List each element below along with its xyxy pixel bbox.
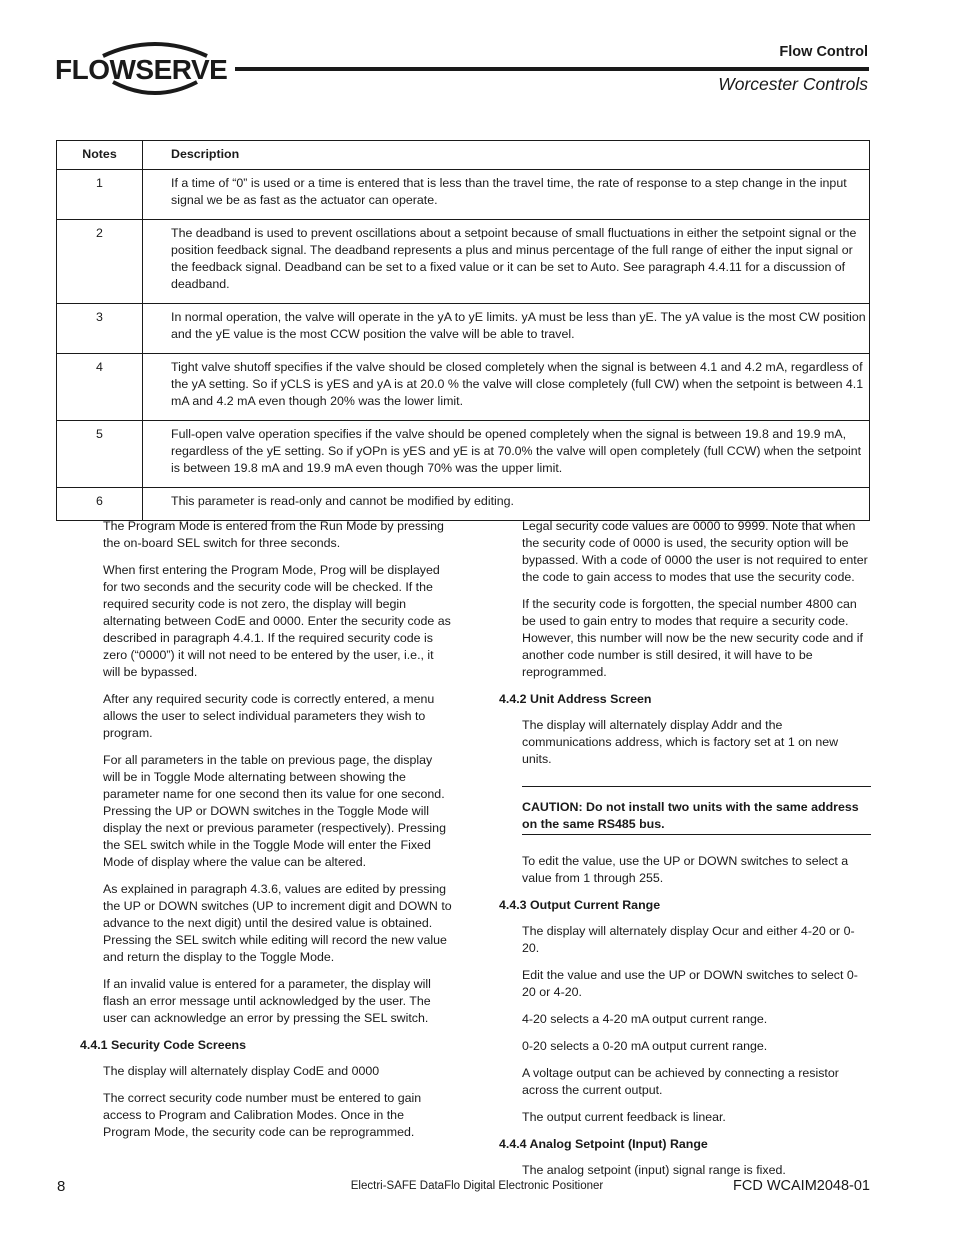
flowserve-logo bbox=[55, 38, 228, 98]
right-column bbox=[499, 518, 871, 1189]
paragraph: If the security code is forgotten, the special number 4800 can be used to gain entry to modes that require a security code. However, this number will now be the new security code and if another code number is still desired, it will have to be reprogrammed. bbox=[522, 597, 863, 679]
document-title: Electri-SAFE DataFlo Digital Electronic Positioner bbox=[350, 1180, 604, 1192]
paragraph: To edit the value, use the UP or DOWN switches to select a value from 1 through 255. bbox=[522, 854, 849, 885]
paragraph: After any required security code is correctly entered, a menu allows the user to select individual parameters they wish to program. bbox=[103, 692, 435, 740]
brand-label: Worcester Controls bbox=[718, 74, 868, 94]
caution-note: CAUTION: Do not install two units with the same address on the same RS485 bus. bbox=[522, 786, 871, 835]
table-header-row bbox=[57, 141, 870, 170]
document-code: FCD WCAIM2048-01 bbox=[733, 1178, 870, 1194]
paragraph: The display will alternately display Addr and the communications address, which is factory set at 1 on new units. bbox=[522, 718, 839, 766]
header-description: Description bbox=[143, 141, 870, 170]
paragraph: The Program Mode is entered from the Run Mode by pressing the on-board SEL switch for three seconds. bbox=[103, 519, 444, 550]
paragraph: The display will alternately display Ocur and either 4-20 or 0-20. bbox=[522, 924, 855, 955]
paragraph: 4-20 selects a 4-20 mA output current range. bbox=[522, 1012, 768, 1026]
section-heading-4-4-3: 4.4.3 Output Current Range bbox=[499, 898, 661, 912]
note-description: In normal operation, the valve will operate in the yA to yE limits. yA must be less than yE. The yA value is the most CW position and the yE value is the most CCW position the valve will be able to travel. bbox=[143, 304, 870, 354]
paragraph: As explained in paragraph 4.3.6, values are edited by pressing the UP or DOWN switches (UP to increment digit and DOWN to advance to the next digit) until the desired value is obtained. Pressing the SEL switch while editing will record the new value and return the display to the Toggle Mode. bbox=[103, 882, 452, 964]
note-number: 2 bbox=[57, 220, 143, 304]
paragraph: A voltage output can be achieved by connecting a resistor across the current output. bbox=[522, 1066, 839, 1097]
notes-table bbox=[56, 140, 870, 521]
paragraph: The display will alternately display CodE and 0000 bbox=[103, 1064, 380, 1078]
section-heading-4-4-2: 4.4.2 Unit Address Screen bbox=[499, 692, 652, 706]
note-description: This parameter is read-only and cannot be modified by editing. bbox=[143, 488, 870, 521]
table-row bbox=[57, 220, 870, 304]
section-heading-4-4-4: 4.4.4 Analog Setpoint (Input) Range bbox=[499, 1137, 708, 1151]
paragraph: Legal security code values are 0000 to 9999. Note that when the security code of 0000 is used, the security option will be bypassed. With a code of 0000 the user is not required to enter the code to gain access to modes that use the security code. bbox=[522, 519, 868, 584]
note-number: 5 bbox=[57, 421, 143, 488]
note-number: 6 bbox=[57, 488, 143, 521]
logo-wordmark: FLOWSERVE bbox=[55, 54, 228, 85]
note-number: 1 bbox=[57, 170, 143, 220]
note-description: Full-open valve operation specifies if the valve should be opened completely when the signal is between 19.8 and 19.9 mA, regardless of the yE setting. So if yOPn is yES and yE is at 70.0% the valve will open completely (full CCW) when the setpoint is between 19.8 mA and 19.9 mA even though 70% was the upper limit. bbox=[143, 421, 870, 488]
paragraph: The analog setpoint (input) signal range is fixed. bbox=[522, 1163, 786, 1177]
paragraph: The correct security code number must be entered to gain access to Program and Calibration Modes. Once in the Program Mode, the security code can be reprogrammed. bbox=[103, 1091, 422, 1139]
note-number: 3 bbox=[57, 304, 143, 354]
paragraph: If an invalid value is entered for a parameter, the display will flash an error message until acknowledged by the user. The user can acknowledge an error by pressing the SEL switch. bbox=[103, 977, 431, 1025]
paragraph: 0-20 selects a 0-20 mA output current range. bbox=[522, 1039, 768, 1053]
note-description: Tight valve shutoff specifies if the valve should be closed completely when the signal is between 4.1 and 4.2 mA, regardless of the yA setting. So if yCLS is yES and yA is at 20.0 % the valve will close completely (full CW) when the setpoint is between 4.1 mA and 4.2 mA even though 20% was the lower limit. bbox=[143, 354, 870, 421]
table-row bbox=[57, 304, 870, 354]
table-row bbox=[57, 421, 870, 488]
header-notes: Notes bbox=[57, 141, 143, 170]
table-row bbox=[57, 354, 870, 421]
note-description: The deadband is used to prevent oscillations about a setpoint because of small fluctuations in either the setpoint signal or the position feedback signal. The deadband represents a plus and minus percentage of the full range of either the input signal or the feedback signal. Deadband can be set to a fixed value or it can be set to Auto. See paragraph 4.4.11 for a discussion of deadband. bbox=[143, 220, 870, 304]
paragraph: For all parameters in the table on previous page, the display will be in Toggle Mode alternating between showing the parameter name for one second then its value for one second. Pressing the UP or DOWN switches in the Toggle Mode will display the next or previous parameter (respectively). Pressing the SEL switch while in the Toggle Mode will enter the Fixed Mode of display where the value can be altered. bbox=[103, 753, 446, 869]
table-row bbox=[57, 488, 870, 521]
paragraph: The output current feedback is linear. bbox=[522, 1110, 726, 1124]
page-number: 8 bbox=[57, 1178, 66, 1195]
left-column bbox=[80, 518, 452, 1151]
section-heading-4-4-1: 4.4.1 Security Code Screens bbox=[80, 1038, 246, 1052]
table-row bbox=[57, 170, 870, 220]
header-rule bbox=[235, 67, 869, 71]
division-label: Flow Control bbox=[779, 44, 868, 60]
paragraph: Edit the value and use the UP or DOWN switches to select 0-20 or 4-20. bbox=[522, 968, 858, 999]
note-number: 4 bbox=[57, 354, 143, 421]
note-description: If a time of “0” is used or a time is entered that is less than the travel time, the rate of response to a step change in the input signal we be as fast as the actuator can operate. bbox=[143, 170, 870, 220]
paragraph: When first entering the Program Mode, Prog will be displayed for two seconds and the security code will be checked. If the required security code is not zero, the display will begin alternating between CodE and 0000. Enter the security code as described in paragraph 4.4.1. If the required security code is zero (“0000”) it will not need to be entered by the user, i.e., it will be bypassed. bbox=[103, 563, 451, 679]
